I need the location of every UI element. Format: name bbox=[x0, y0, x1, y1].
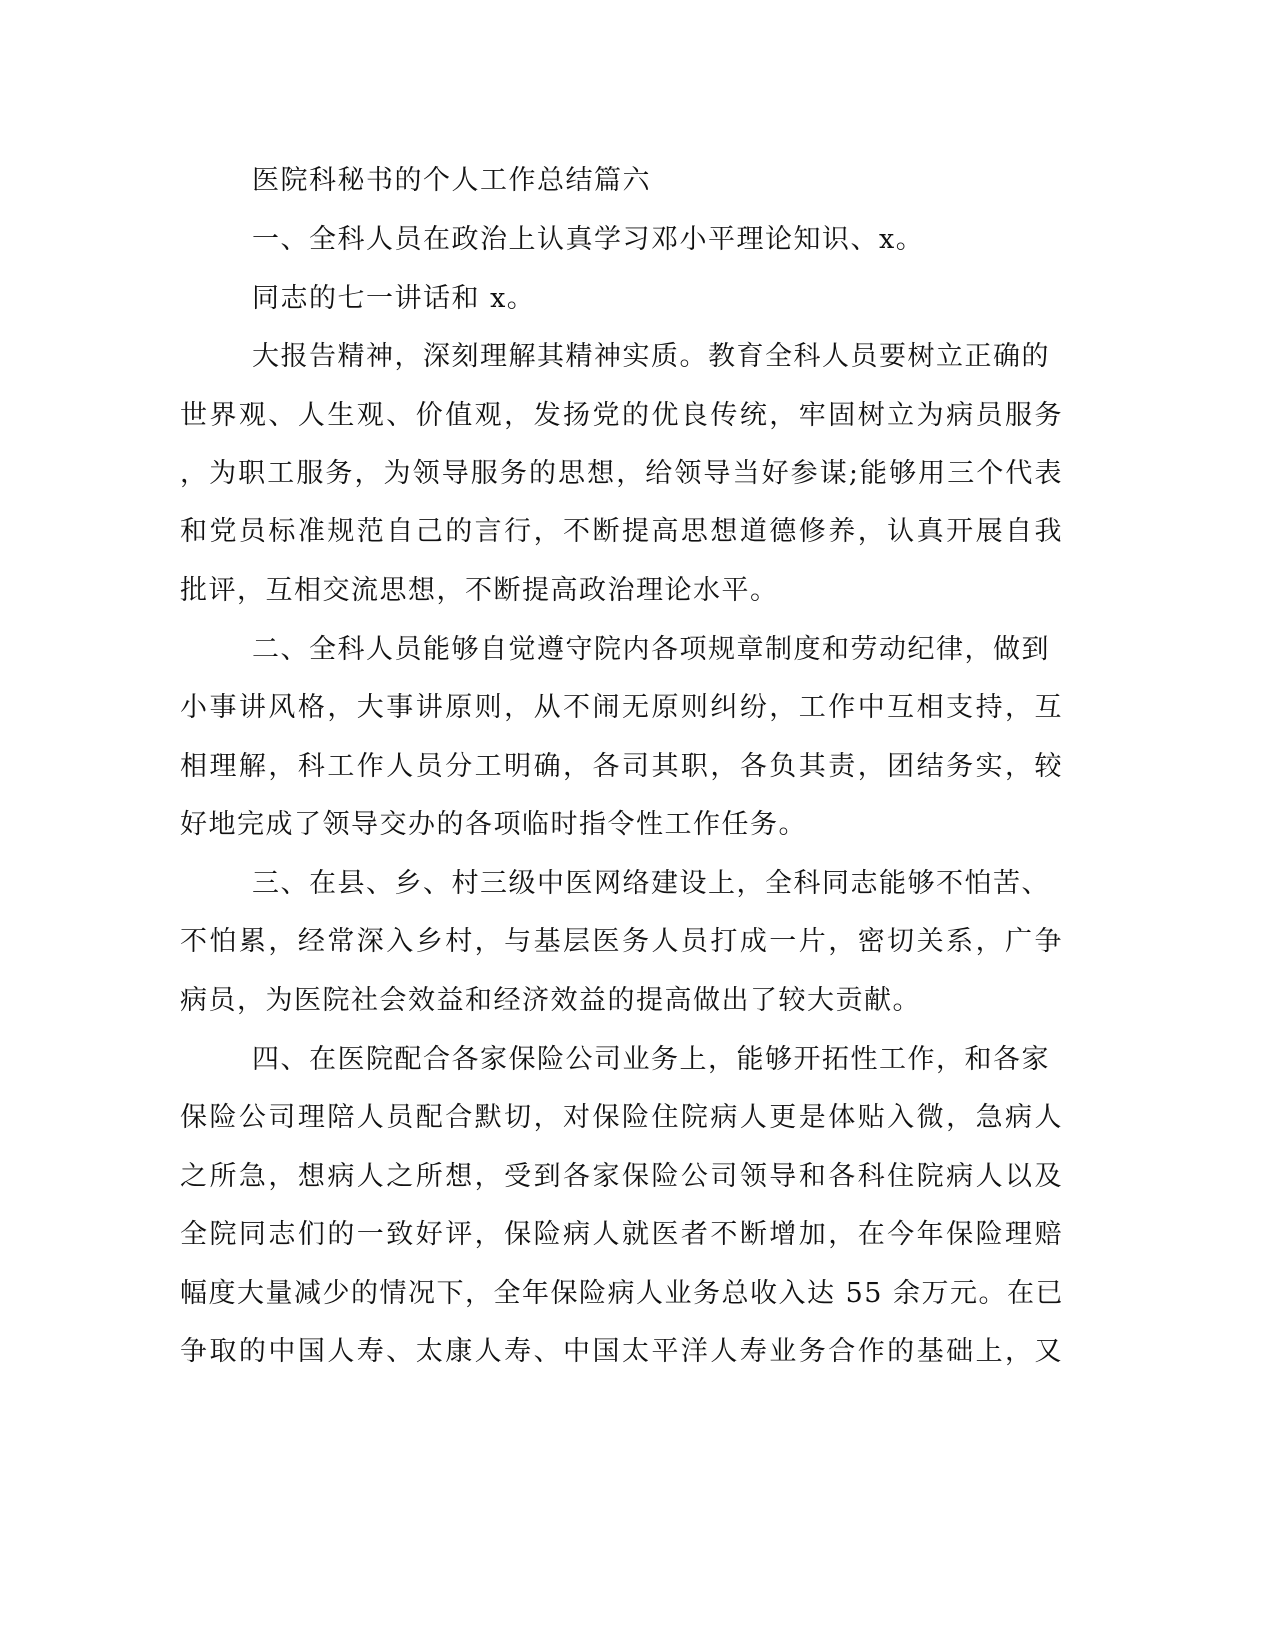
paragraph-line: 四、在医院配合各家保险公司业务上，能够开拓性工作，和各家 bbox=[252, 1044, 1050, 1075]
paragraph-line: 相理解，科工作人员分工明确，各司其职，各负其责，团结务实，较 bbox=[180, 751, 1063, 782]
paragraph-line: 世界观、人生观、价值观，发扬党的优良传统，牢固树立为病员服务 bbox=[180, 400, 1063, 431]
paragraph-line: 保险公司理陪人员配合默切，对保险住院病人更是体贴入微，急病人 bbox=[180, 1102, 1063, 1133]
document-title: 医院科秘书的个人工作总结篇六 bbox=[252, 165, 651, 196]
paragraph-line: 之所急，想病人之所想，受到各家保险公司领导和各科住院病人以及 bbox=[180, 1161, 1063, 1192]
paragraph-line: 全院同志们的一致好评，保险病人就医者不断增加，在今年保险理赔 bbox=[180, 1219, 1063, 1250]
paragraph-line: 不怕累，经常深入乡村，与基层医务人员打成一片，密切关系，广争 bbox=[180, 926, 1063, 957]
paragraph-line: 好地完成了领导交办的各项临时指令性工作任务。 bbox=[180, 809, 807, 840]
paragraph-line: ，为职工服务，为领导服务的思想，给领导当好参谋;能够用三个代表 bbox=[180, 458, 1063, 489]
paragraph-line: 小事讲风格，大事讲原则，从不闹无原则纠纷，工作中互相支持，互 bbox=[180, 692, 1063, 723]
paragraph-line: 和党员标准规范自己的言行，不断提高思想道德修养，认真开展自我 bbox=[180, 516, 1063, 547]
paragraph-line: 争取的中国人寿、太康人寿、中国太平洋人寿业务合作的基础上，又 bbox=[180, 1336, 1063, 1367]
paragraph-line: 病员，为医院社会效益和经济效益的提高做出了较大贡献。 bbox=[180, 985, 921, 1016]
paragraph-line: 三、在县、乡、村三级中医网络建设上，全科同志能够不怕苦、 bbox=[252, 868, 1050, 899]
paragraph-line: 同志的七一讲话和 x。 bbox=[252, 283, 536, 314]
paragraph-line: 幅度大量减少的情况下，全年保险病人业务总收入达 55 余万元。在已 bbox=[180, 1278, 1065, 1309]
paragraph-line: 二、全科人员能够自觉遵守院内各项规章制度和劳动纪律，做到 bbox=[252, 634, 1050, 665]
paragraph-line: 批评，互相交流思想，不断提高政治理论水平。 bbox=[180, 575, 779, 606]
paragraph-line: 一、全科人员在政治上认真学习邓小平理论知识、x。 bbox=[252, 224, 925, 255]
paragraph-line: 大报告精神，深刻理解其精神实质。教育全科人员要树立正确的 bbox=[252, 341, 1050, 372]
